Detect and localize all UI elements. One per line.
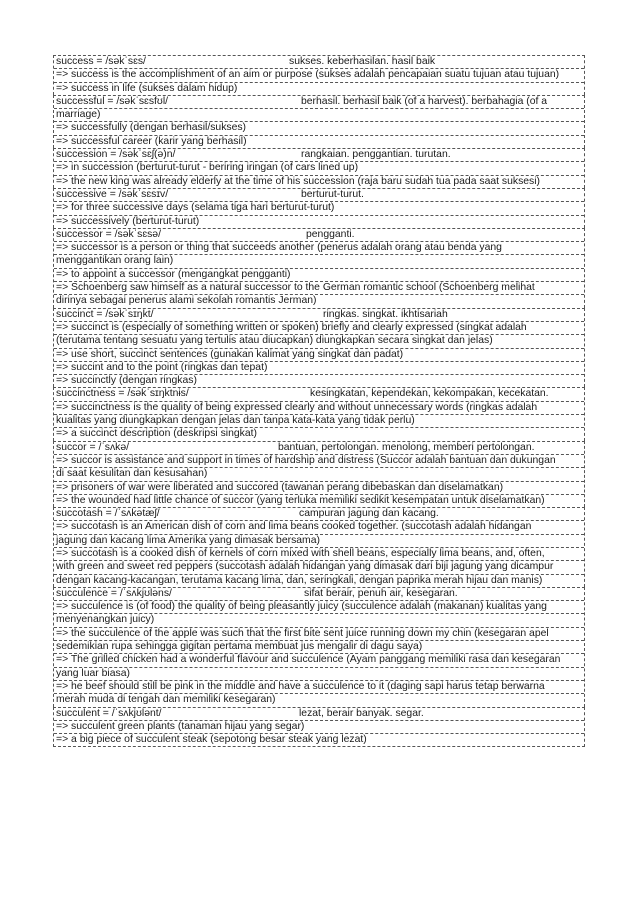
entry-example-line: => use short, succinct sentences (gunakan kalimat yang singkat dan padat) [54,349,584,362]
entry-headword-line [54,708,584,721]
entry-example-line: => success in life (sukses dalam hidup) [56,82,238,94]
dictionary-document [53,55,585,747]
entry-example-line: => successfully (dengan berhasil/sukses) [54,122,584,135]
entry-headword: succinct = /səkˈsɪŋkt/ [56,308,154,320]
entry-gloss: lezat, berair banyak. segar. [299,707,424,719]
dictionary-entry [53,148,585,188]
entry-example-line: menyenangkan juicy) [54,614,584,627]
dictionary-entry [53,507,585,587]
dictionary-entry [53,228,585,308]
entry-example-line: with green and sweet red peppers (succotash adalah hidangan yang dimasak dari biji jagung yang dicampur [54,561,584,574]
entry-example-line: => succint and to the point (ringkas dan tepat) [54,362,584,375]
entry-example-line: => Schoenberg saw himself as a natural successor to the German romantic school (Schoenberg melihat [54,282,584,295]
entry-example-line: => in succession (berturut-turut - beriring iringan (of cars lined up) [54,162,584,175]
entry-example-line: => The grilled chicken had a wonderful flavour and succulence (Ayam panggang memiliki rasa dan kesegaran [54,654,584,667]
dictionary-entry [53,587,585,707]
entry-example-line: => the wounded had little chance of succor (yang terluka memiliki sedikit kesempatan untuk diselamatkan) [56,494,545,506]
entry-example-line: (terutama tentang sesuatu yang tertulis atau diucapkan) diungkapkan secara singkat dan jelas) [54,335,584,348]
entry-headword-line [54,588,584,601]
entry-example-line: => success is the accomplishment of an aim or purpose (sukses adalah pencapaian suatu tujuan atau tujuan) [54,69,584,82]
entry-example-line: yang luar biasa) [54,668,584,681]
entry-gloss: rangkaian. penggantian. turutan. [301,149,451,161]
entry-headword: succotash = /ˈsʌkətæʃ/ [56,508,160,520]
entry-gloss: campuran jagung dan kacang. [299,508,439,520]
entry-gloss: sifat berair, penuh air, kesegaran. [304,587,458,599]
entry-gloss: berhasil. berhasil baik (of a harvest). berbahagia (of a [301,95,548,107]
entry-example-line: marriage) [54,109,584,122]
entry-example-line: dengan kacang-kacangan, terutama kacang lima, dan, seringkali, dengan paprika merah hijau dan manis) [56,574,543,586]
entry-example-line: => succotash is an American dish of corn and lima beans cooked together. (succotash adalah hidangan [54,521,584,534]
entry-example-line: => succulent green plants (tanaman hijau yang segar) [54,721,584,734]
entry-example-line: sedemikian rupa sehingga gigitan pertama membuat jus mengalir di dagu saya) [54,641,584,654]
entry-headword-line [54,56,584,69]
entry-headword-line [54,96,584,109]
entry-example-line: => a succinct description (deskripsi singkat) [56,428,257,440]
entry-example-line: di saat kesulitan dan kesusahan) [54,468,584,481]
entry-headword: successor = /səkˈsɛsə/ [56,228,161,240]
dictionary-entry [53,387,585,440]
entry-headword: successful = /səkˈsɛsfʊl/ [56,95,169,107]
dictionary-entry [53,55,585,95]
entry-gloss: ringkas. singkat. ikhtisariah [323,308,448,320]
dictionary-entry [53,188,585,228]
entry-headword-line [54,189,584,202]
entry-example-line: => succulence is (of food) the quality of being pleasantly juicy (succulence adalah (makanan) kualitas yang [54,601,584,614]
entry-example-line: => the new king was already elderly at the time of his succession (raja baru sudah tua pada saat suksesi) [56,175,541,187]
entry-headword-line [54,149,584,162]
entry-example-line: => successor is a person or thing that succeeds another (penerus adalah orang atau benda yang [54,242,584,255]
entry-example-line: => for three successive days (selama tiga hari berturut-turut) [54,202,584,215]
entry-headword: succession = /səkˈsɛʃ(ə)n/ [56,149,176,161]
entry-example-line: => succinctness is the quality of being expressed clearly and without unnecessary words (ringkas adalah [54,402,584,415]
entry-example-line: => the succulence of the apple was such that the first bite sent juice running down my chin (kesegaran apel [54,628,584,641]
entry-example-line: => succor is assistance and support in times of hardship and distress (Succor adalah bantuan dan dukungan [54,455,584,468]
entry-headword: succulent = /ˈsʌkjʊlənt/ [56,707,162,719]
entry-gloss: berturut-turut. [301,188,364,200]
entry-headword-line [54,309,584,322]
dictionary-entry [53,707,585,748]
entry-example-line: => he beef should still be pink in the middle and have a succulence to it (daging sapi harus tetap berwarna [54,681,584,694]
entry-headword-line [54,442,584,455]
entry-gloss: pengganti. [306,228,355,240]
entry-headword: succulence = /ˈsʌkjʊləns/ [56,587,172,599]
entry-example-line: => successively (berturut-turut) [56,215,200,227]
entry-example-line: => succinctly (dengan ringkas) [56,375,197,387]
entry-example-line: jagung dan kacang lima Amerika yang dimasak bersama) [54,535,584,548]
dictionary-entry [53,308,585,388]
entry-example-line: dirinya sebagai penerus alami sekolah romantis Jerman) [56,295,317,307]
entry-headword-line [54,229,584,242]
entry-headword: successive = /səkˈsɛsɪv/ [56,188,169,200]
entry-example-line: merah muda di tengah dan memiliki kesegaran) [56,694,276,706]
entry-headword: succor = /ˈsʌkə/ [56,441,130,453]
entry-headword-line [54,508,584,521]
entry-example-line: kualitas yang diungkapkan dengan jelas dan tanpa kata-kata yang tidak perlu) [54,415,584,428]
entry-example-line: => prisoners of war were liberated and succored (tawanan perang dibebaskan dan diselamatkan) [54,482,584,495]
entry-gloss: kesingkatan, kependekan, kekompakan, kecekatan. [310,388,549,400]
entry-headword: success = /səkˈsɛs/ [56,56,146,67]
entry-gloss: sukses. keberhasilan. hasil baik [289,56,436,67]
entry-example-line: => successful career (karir yang berhasil) [56,135,247,147]
dictionary-entry [53,441,585,507]
entry-gloss: bantuan, pertolongan. menolong, memberi pertolongan. [278,441,535,453]
entry-example-line: => a big piece of succulent steak (sepotong besar steak yang lezat) [56,734,367,746]
entry-example-line: => to appoint a successor (mengangkat pengganti) [54,269,584,282]
entry-example-line: => succinct is (especially of something written or spoken) briefly and clearly expressed (singkat adalah [54,322,584,335]
entry-example-line: menggantikan orang lain) [54,255,584,268]
entry-headword-line [54,388,584,401]
entry-headword: succinctness = /səkˈsɪŋktnɨs/ [56,388,189,400]
entry-example-line: => succotash is a cooked dish of kernels of corn mixed with shell beans, especially lima beans, and, often, [54,548,584,561]
dictionary-entry [53,95,585,148]
